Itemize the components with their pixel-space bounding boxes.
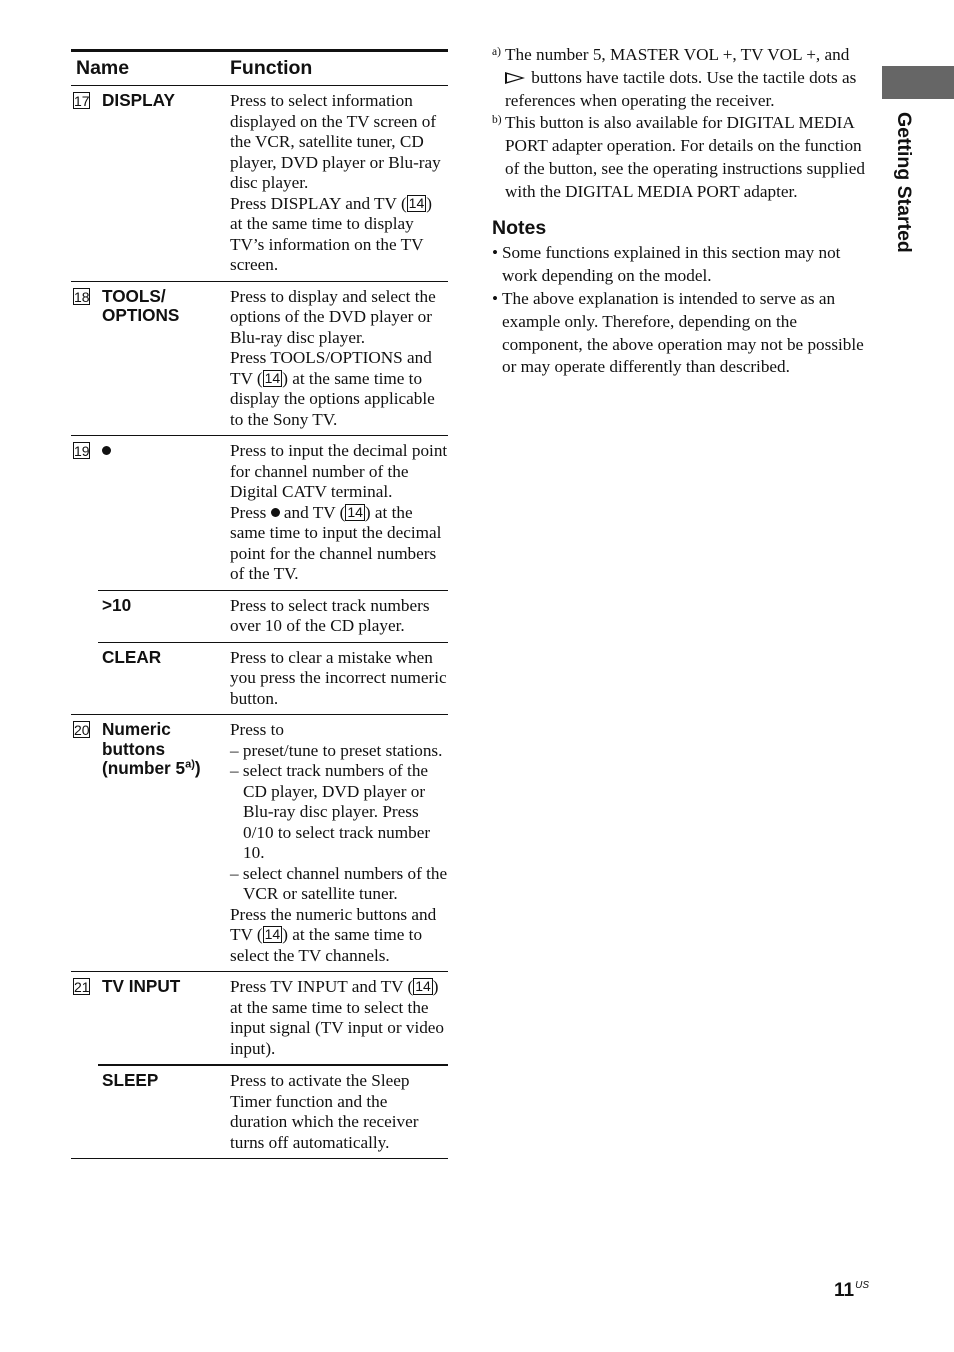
- item-function: [230, 715, 448, 971]
- header-function: Function: [230, 57, 313, 79]
- table-row: [71, 972, 448, 1064]
- function-text: Press to display and select the options of the DVD player or Blu-ray disc player.: [230, 286, 436, 347]
- notes-heading: Notes: [492, 216, 547, 239]
- table-row: [98, 590, 448, 642]
- item-number: 18: [74, 288, 90, 305]
- item-name: CLEAR: [102, 646, 162, 667]
- function-text: – preset/tune to preset stations.: [230, 740, 443, 760]
- function-text: Press DISPLAY and TV ( 14 ) at the same time to display TV’s information on the TV screen.: [230, 193, 432, 274]
- section-tab-label: Getting Started: [893, 112, 915, 253]
- function-text: – select channel numbers of the VCR or satellite tuner.: [230, 863, 448, 903]
- table-row: [71, 715, 448, 972]
- function-text: Press to input the decimal point for channel number of the Digital CATV terminal.: [230, 441, 448, 501]
- notes-column: [492, 44, 872, 379]
- dot-icon: [102, 446, 111, 455]
- footnote: a) The number 5, MASTER VOL +, TV VOL +, and buttons have tactile dots. Use the tactile dots as references when operating the receiver.: [492, 44, 872, 112]
- function-text: – select track numbers of the CD player, DVD player or Blu-ray disc player. Press 0/10 to select track number 10.: [230, 761, 431, 862]
- ref-number: 14: [264, 369, 281, 386]
- ref-number: 14: [415, 978, 431, 994]
- item-number: 20: [74, 722, 90, 738]
- function-text: Press to activate the Sleep Timer function and the duration which the receiver turns off automatically.: [230, 1071, 419, 1152]
- item-name: DISPLAY: [102, 90, 175, 110]
- section-tab-marker: [882, 66, 954, 99]
- ref-number: 14: [347, 503, 363, 520]
- footnote-mark: a): [492, 46, 501, 58]
- item-name: [102, 441, 222, 461]
- table-row: [71, 282, 448, 437]
- table-row-group: [71, 436, 448, 715]
- header-name: Name: [76, 57, 130, 79]
- function-text: Press to clear a mistake when you press the incorrect numeric button.: [230, 647, 447, 708]
- item-name: SLEEP: [102, 1070, 159, 1090]
- page-number: $11^{US}$: [834, 1280, 869, 1301]
- ref-number: 14: [264, 926, 281, 942]
- table-header: [71, 49, 448, 86]
- function-text: Press the numeric buttons and TV ( 14 ) at the same time to select the TV channels.: [230, 904, 437, 965]
- table-row-group: [71, 972, 448, 1159]
- dot-icon: [271, 508, 280, 517]
- item-name: TOOLS/ OPTIONS: [102, 285, 180, 325]
- triangle-button-icon: [505, 72, 525, 84]
- item-name: TV INPUT: [102, 976, 181, 996]
- function-text: Press to select information displayed on the TV screen of the VCR, satellite tuner, CD player, DVD player or Blu-ray disc player.: [230, 91, 441, 192]
- footnote-mark: b): [492, 114, 502, 127]
- function-text: Press to: [230, 720, 284, 739]
- table-row: [98, 642, 448, 715]
- item-function: [230, 282, 448, 436]
- item-number: 17: [74, 93, 90, 109]
- item-name: >10: [102, 594, 132, 615]
- item-function: [230, 1066, 448, 1158]
- function-text: Press to select track numbers over 10 of the CD player.: [230, 595, 430, 635]
- ref-number: 14: [408, 194, 425, 211]
- function-text: Press TOOLS/OPTIONS and TV ( 14 ) at the same time to display the options applicable to the Sony TV.: [230, 348, 435, 429]
- item-function: [230, 86, 448, 281]
- table-row: [71, 86, 448, 282]
- note-item: • The above explanation is intended to serve as an example only. Therefore, depending on the component, the above operation may not be possible or may operate differently than described.: [492, 288, 872, 379]
- item-function: [230, 591, 448, 642]
- footnote: b) This button is also available for DIGITAL MEDIA PORT adapter operation. For details on the function of the button, see the operating instructions supplied with the DIGITAL MEDIA PORT adapter.: [492, 112, 872, 203]
- function-text: Press TV INPUT and TV ( 14 ) at the same time to select the input signal (TV input or video input).: [230, 977, 445, 1058]
- function-text: Press and TV ( 14 ) at the same time to input the decimal point for the channel numbers of the TV.: [230, 502, 442, 583]
- item-number: 19: [74, 443, 90, 459]
- item-name: Numeric buttons (number 5$^{a)}$): [102, 719, 201, 778]
- note-item: • Some functions explained in this section may not work depending on the model.: [492, 242, 872, 288]
- item-function: [230, 436, 448, 590]
- item-function: [230, 643, 448, 715]
- item-function: [230, 972, 448, 1064]
- table-row: [98, 1064, 448, 1158]
- item-number: 21: [74, 979, 90, 995]
- table-row: [71, 436, 448, 590]
- function-table: [71, 49, 448, 1159]
